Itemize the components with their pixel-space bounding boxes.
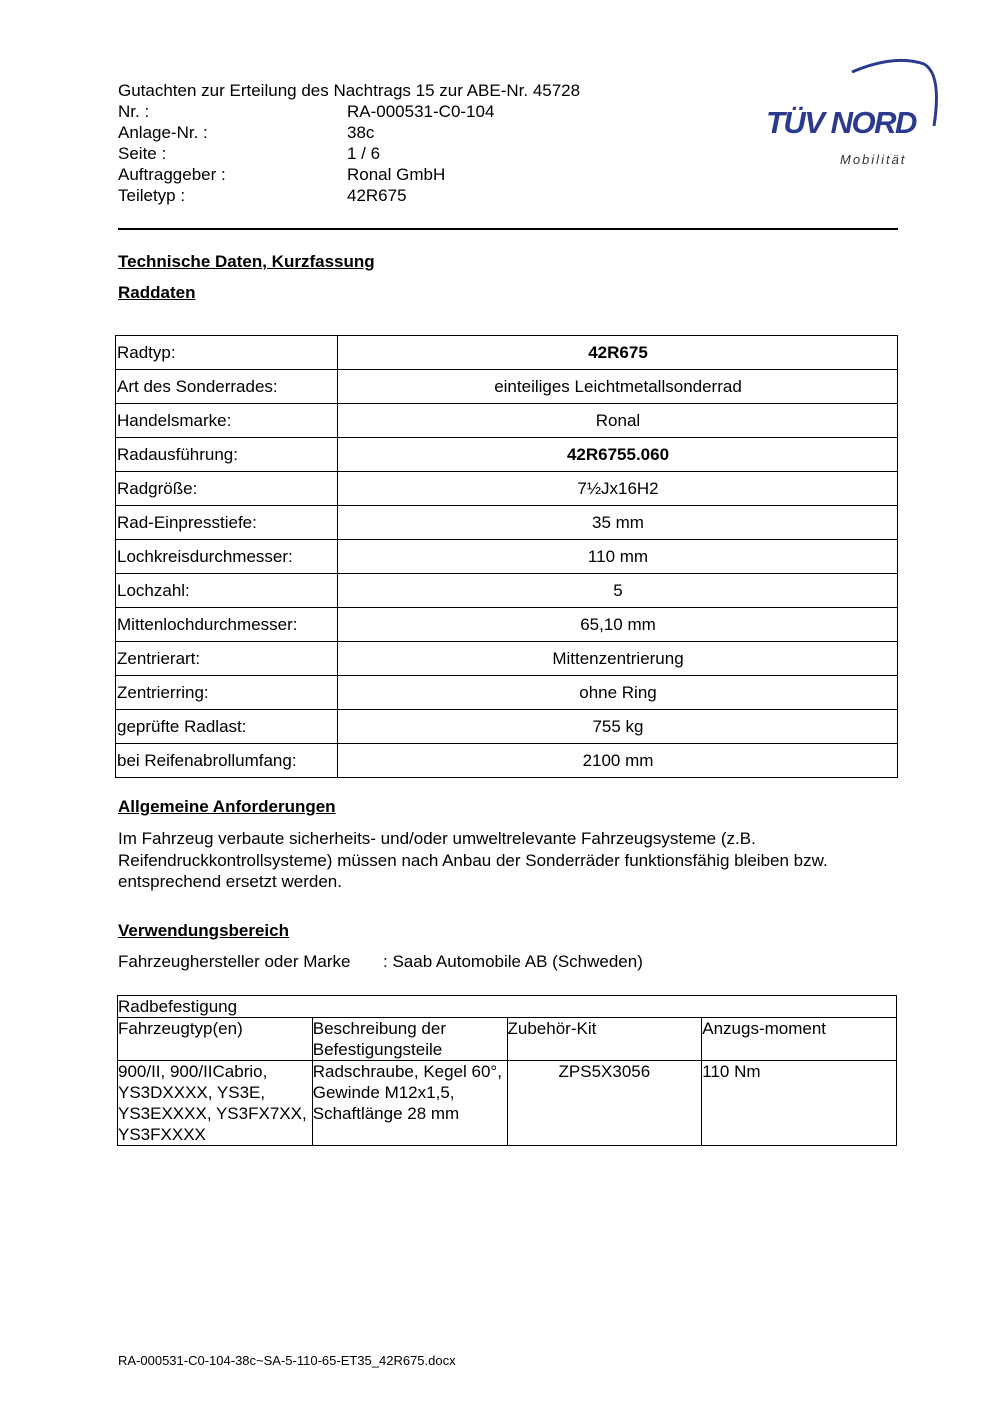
column-header: Zubehör-Kit [507, 1018, 702, 1061]
raddaten-label: Mittenlochdurchmesser: [116, 608, 338, 642]
raddaten-value: ohne Ring [338, 676, 898, 710]
raddaten-label: Art des Sonderrades: [116, 370, 338, 404]
table-row [118, 1061, 897, 1146]
verwendung-heading: Verwendungsbereich [118, 921, 289, 940]
header-field-label: Nr. : [118, 102, 150, 121]
radbefestigung-title-row [118, 996, 897, 1018]
anforderungen-text: Im Fahrzeug verbaute sicherheits- und/oder umweltrelevante Fahrzeugsysteme (z.B. Reifendruckkontrollsysteme) müssen nach Anbau der Sonderräder funktionsfähig bleiben bzw. entsprechend ersetzt werden. [118, 829, 828, 891]
header-field-label: Teiletyp : [118, 186, 186, 205]
table-row [116, 676, 898, 710]
header-field-value: 38c [347, 123, 375, 142]
raddaten-value: 42R6755.060 [338, 438, 898, 472]
table-row [116, 574, 898, 608]
raddaten-value: 5 [338, 574, 898, 608]
table-row [116, 608, 898, 642]
hersteller-line [118, 952, 643, 972]
anzugsmoment-cell: 110 Nm [702, 1061, 897, 1146]
column-header: Anzugs-moment [702, 1018, 897, 1061]
header-divider [118, 228, 898, 230]
raddaten-label: Zentrierart: [116, 642, 338, 676]
column-header: Beschreibung der Befestigungsteile [312, 1018, 507, 1061]
header-field-value: Ronal GmbH [347, 165, 446, 184]
table-row [116, 370, 898, 404]
table-row [116, 506, 898, 540]
header-field-label: Anlage-Nr. : [118, 123, 208, 142]
raddaten-value: Ronal [338, 404, 898, 438]
header-field-teiletyp [118, 185, 898, 206]
raddaten-value: 755 kg [338, 710, 898, 744]
raddaten-value: 35 mm [338, 506, 898, 540]
report-title: Gutachten zur Erteilung des Nachtrags 15 zur ABE-Nr. 45728 [118, 81, 581, 100]
raddaten-value: 42R675 [338, 336, 898, 370]
header-field-value: 42R675 [347, 186, 407, 205]
table-row [116, 404, 898, 438]
raddaten-value: Mittenzentrierung [338, 642, 898, 676]
table-row [116, 744, 898, 778]
radbefestigung-title: Radbefestigung [118, 996, 897, 1018]
raddaten-label: bei Reifenabrollumfang: [116, 744, 338, 778]
footer-filename: RA-000531-C0-104-38c~SA-5-110-65-ET35_42R675.docx [118, 1353, 456, 1368]
table-row [116, 438, 898, 472]
column-header: Fahrzeugtyp(en) [118, 1018, 313, 1061]
header-field-label: Seite : [118, 144, 167, 163]
table-row [116, 472, 898, 506]
beschreibung-cell: Radschraube, Kegel 60°, Gewinde M12x1,5, Schaftlänge 28 mm [312, 1061, 507, 1146]
raddaten-label: Radausführung: [116, 438, 338, 472]
raddaten-table [115, 335, 898, 778]
raddaten-label: Rad-Einpresstiefe: [116, 506, 338, 540]
logo-wordmark: TÜV NORD [766, 105, 916, 140]
header-field-value: RA-000531-C0-104 [347, 102, 495, 121]
section-title: Technische Daten, Kurzfassung [118, 252, 375, 271]
raddaten-label: Zentrierring: [116, 676, 338, 710]
hersteller-label: Fahrzeughersteller oder Marke [118, 952, 351, 971]
header-field-value: 1 / 6 [347, 144, 381, 163]
raddaten-label: Handelsmarke: [116, 404, 338, 438]
table-row [116, 540, 898, 574]
anforderungen-heading: Allgemeine Anforderungen [118, 797, 336, 816]
table-row [116, 710, 898, 744]
raddaten-label: Lochzahl: [116, 574, 338, 608]
logo-subtitle: Mobilität [840, 152, 907, 167]
table-row [116, 336, 898, 370]
zubehoer-kit-cell: ZPS5X3056 [507, 1061, 702, 1146]
raddaten-value: 65,10 mm [338, 608, 898, 642]
tuev-nord-logo [764, 56, 964, 176]
fahrzeugtypen-cell: 900/II, 900/IICabrio, YS3DXXXX, YS3E, YS3EXXXX, YS3FX7XX, YS3FXXXX [118, 1061, 313, 1146]
radbefestigung-header-row [118, 1018, 897, 1061]
raddaten-label: Lochkreisdurchmesser: [116, 540, 338, 574]
raddaten-value: 2100 mm [338, 744, 898, 778]
header-field-label: Auftraggeber : [118, 165, 226, 184]
raddaten-heading: Raddaten [118, 283, 196, 302]
raddaten-value: 110 mm [338, 540, 898, 574]
table-row [116, 642, 898, 676]
hersteller-value: : Saab Automobile AB (Schweden) [383, 952, 643, 971]
raddaten-label: geprüfte Radlast: [116, 710, 338, 744]
raddaten-label: Radgröße: [116, 472, 338, 506]
raddaten-value: einteiliges Leichtmetallsonderrad [338, 370, 898, 404]
radbefestigung-table [117, 995, 897, 1146]
raddaten-value: 7½Jx16H2 [338, 472, 898, 506]
raddaten-label: Radtyp: [116, 336, 338, 370]
